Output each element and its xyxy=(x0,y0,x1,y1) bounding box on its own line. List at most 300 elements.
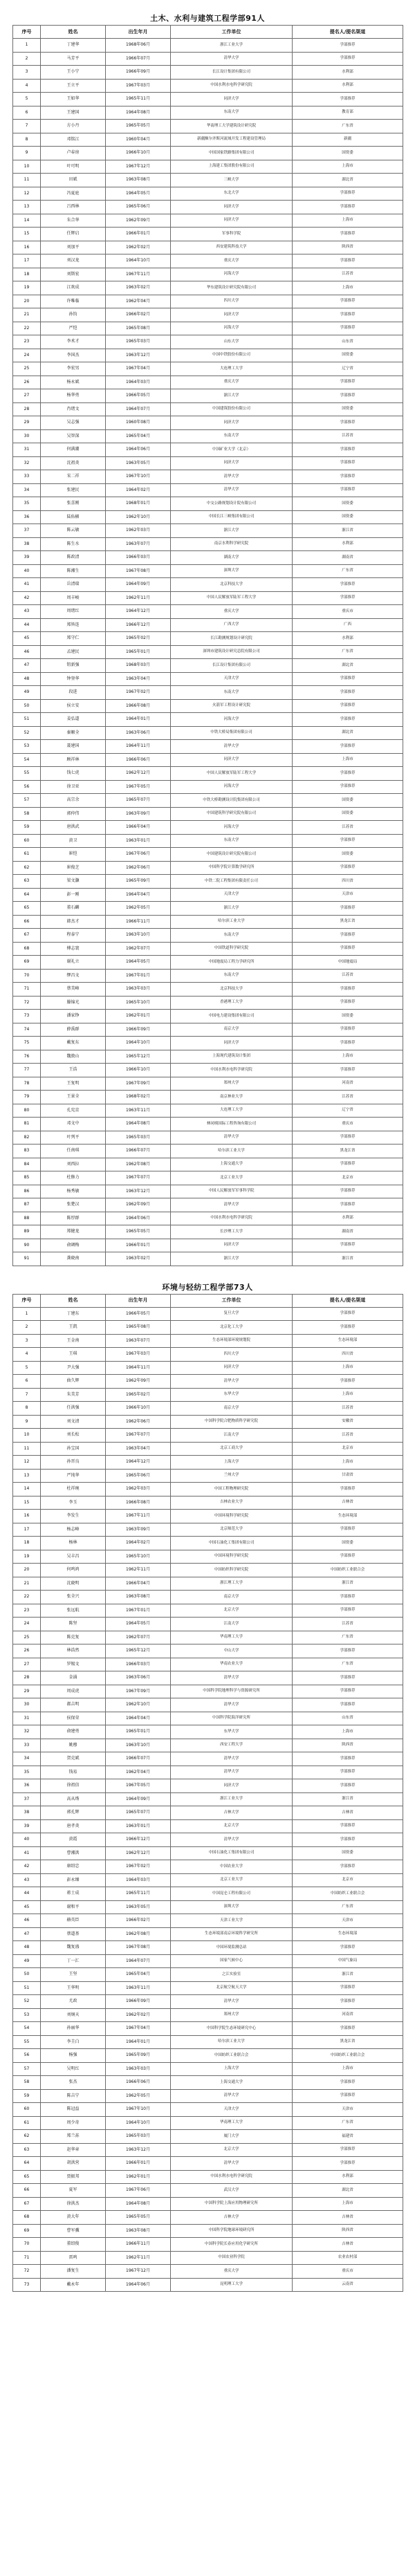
cell-nominator: 湖北省 xyxy=(293,659,403,673)
cell-index: 42 xyxy=(13,591,41,605)
cell-name: 金涌 xyxy=(41,1671,106,1685)
cell-birth: 1965年07月 xyxy=(106,794,171,808)
cell-name: 黄大年 xyxy=(41,2211,106,2225)
cell-index: 80 xyxy=(13,1104,41,1118)
cell-birth: 1964年07月 xyxy=(106,1954,171,1968)
cell-name: 彭永臻 xyxy=(41,1873,106,1887)
cell-index: 18 xyxy=(13,268,41,281)
cell-birth: 1963年02月 xyxy=(106,1252,171,1266)
nominee-table xyxy=(12,25,403,1266)
cell-index: 86 xyxy=(13,1185,41,1198)
cell-name: 聂建国 xyxy=(41,740,106,754)
cell-nominator: 学部推荐 xyxy=(293,929,403,943)
cell-birth: 1967年05月 xyxy=(106,1779,171,1793)
cell-name: 龚晓南 xyxy=(41,1252,106,1266)
cell-birth: 1963年04月 xyxy=(106,1442,171,1456)
cell-unit: 中国人民解放军陆军工程大学 xyxy=(171,591,293,605)
bottom-spacer xyxy=(12,2292,403,2297)
cell-name: 曲久辉 xyxy=(41,1375,106,1389)
cell-name: 夏军 xyxy=(41,2184,106,2198)
cell-unit: 东南大学 xyxy=(171,969,293,983)
table-row xyxy=(13,2170,403,2184)
cell-name: 王坚 xyxy=(41,1968,106,1982)
table-row xyxy=(13,983,403,997)
cell-index: 29 xyxy=(13,416,41,430)
cell-birth: 1964年10月 xyxy=(106,1037,171,1050)
table-header-row xyxy=(13,1294,403,1307)
table-row xyxy=(13,187,403,201)
cell-unit: 清华大学 xyxy=(171,470,293,484)
table-row xyxy=(13,1091,403,1104)
cell-nominator: 学部推荐 xyxy=(293,1685,403,1698)
cell-birth: 1962年12月 xyxy=(106,1846,171,1860)
cell-name: 吴明红 xyxy=(41,2062,106,2076)
cell-index: 45 xyxy=(13,1900,41,1914)
cell-nominator: 湖北省 xyxy=(293,726,403,740)
table-row xyxy=(13,2130,403,2144)
cell-birth: 1966年12月 xyxy=(106,618,171,632)
cell-birth: 1968年03月 xyxy=(106,659,171,673)
cell-index: 60 xyxy=(13,2103,41,2117)
cell-name: 陈克复 xyxy=(41,1631,106,1644)
cell-name: 郭孔辉 xyxy=(41,1806,106,1820)
cell-index: 28 xyxy=(13,402,41,416)
cell-birth: 1966年05月 xyxy=(106,1307,171,1321)
cell-nominator: 江苏省 xyxy=(293,268,403,281)
table-row xyxy=(13,1846,403,1860)
cell-birth: 1967年04月 xyxy=(106,2022,171,2036)
cell-unit: 北京工业大学 xyxy=(171,1873,293,1887)
cell-index: 28 xyxy=(13,1671,41,1685)
table-row xyxy=(13,1995,403,2009)
cell-name: 王琪 xyxy=(41,1348,106,1362)
cell-name: 高从堦 xyxy=(41,1792,106,1806)
cell-birth: 1964年01月 xyxy=(106,713,171,727)
cell-nominator: 广东省 xyxy=(293,645,403,659)
cell-unit: 北京科技大学 xyxy=(171,578,293,592)
table-row xyxy=(13,605,403,619)
cell-name: 何满潮 xyxy=(41,443,106,457)
table-row xyxy=(13,1023,403,1037)
cell-index: 48 xyxy=(13,1941,41,1955)
cell-unit: 中交公路规划设计院有限公司 xyxy=(171,497,293,511)
cell-name: 徐洪杰 xyxy=(41,2197,106,2211)
cell-birth: 1964年07月 xyxy=(106,402,171,416)
cell-index: 44 xyxy=(13,1887,41,1901)
cell-unit: 湖南大学 xyxy=(171,551,293,565)
cell-index: 65 xyxy=(13,2170,41,2184)
cell-index: 20 xyxy=(13,1564,41,1577)
cell-index: 34 xyxy=(13,483,41,497)
cell-nominator: 学部推荐 xyxy=(293,1644,403,1658)
cell-index: 62 xyxy=(13,2130,41,2144)
cell-index: 22 xyxy=(13,1591,41,1604)
cell-birth: 1966年01月 xyxy=(106,2157,171,2171)
cell-birth: 1964年02月 xyxy=(106,483,171,497)
cell-nominator: 学部推荐 xyxy=(293,93,403,106)
table-row xyxy=(13,1887,403,1901)
table-row xyxy=(13,915,403,929)
cell-birth: 1965年05月 xyxy=(106,120,171,133)
cell-birth: 1964年08月 xyxy=(106,106,171,120)
cell-birth: 1965年08月 xyxy=(106,322,171,335)
cell-unit: 中山大学 xyxy=(171,1644,293,1658)
cell-index: 51 xyxy=(13,713,41,727)
cell-nominator: 云南省 xyxy=(293,2278,403,2292)
cell-birth: 1962年04月 xyxy=(106,1766,171,1779)
cell-name: 孙钧 xyxy=(41,308,106,322)
cell-birth: 1963年07月 xyxy=(106,537,171,551)
cell-nominator: 学部推荐 xyxy=(293,1752,403,1766)
cell-nominator: 学部推荐 xyxy=(293,201,403,214)
cell-index: 44 xyxy=(13,618,41,632)
cell-index: 5 xyxy=(13,93,41,106)
cell-unit: 清华大学 xyxy=(171,1375,293,1389)
cell-unit: 中国建筑股份有限公司 xyxy=(171,402,293,416)
cell-unit: 浙江工业大学 xyxy=(171,39,293,53)
cell-index: 71 xyxy=(13,2251,41,2265)
cell-name: 刘汉龙 xyxy=(41,254,106,268)
cell-birth: 1965年09月 xyxy=(106,2049,171,2063)
cell-nominator: 国资委 xyxy=(293,349,403,362)
cell-nominator: 辽宁省 xyxy=(293,1104,403,1118)
cell-name: 刘文清 xyxy=(41,1415,106,1429)
cell-name: 刘斯宏 xyxy=(41,268,106,281)
cell-index: 13 xyxy=(13,201,41,214)
cell-name: 马芳平 xyxy=(41,52,106,66)
table-row xyxy=(13,1225,403,1239)
cell-unit: 同济大学 xyxy=(171,214,293,228)
cell-birth: 1964年05月 xyxy=(106,956,171,970)
cell-nominator: 国资委 xyxy=(293,402,403,416)
cell-name: 沈祖炎 xyxy=(41,456,106,470)
table-row xyxy=(13,1158,403,1171)
table-row xyxy=(13,848,403,862)
cell-nominator: 中国纺织工业联合会 xyxy=(293,1887,403,1901)
cell-name: 曹湘洪 xyxy=(41,1846,106,1860)
cell-index: 69 xyxy=(13,956,41,970)
cell-nominator: 江苏省 xyxy=(293,1091,403,1104)
cell-nominator: 四川省 xyxy=(293,1348,403,1362)
cell-nominator: 陕西省 xyxy=(293,2224,403,2238)
cell-unit: 北京化工大学 xyxy=(171,1321,293,1335)
cell-nominator: 学部推荐 xyxy=(293,1550,403,1564)
cell-nominator: 学部推荐 xyxy=(293,578,403,592)
section-title: 环境与轻纺工程学部73人 xyxy=(162,1282,253,1292)
cell-name: 任南琪 xyxy=(41,1145,106,1158)
cell-index: 49 xyxy=(13,1954,41,1968)
cell-unit: 中国农业大学 xyxy=(171,1860,293,1874)
cell-index: 3 xyxy=(13,66,41,80)
cell-birth: 1966年01月 xyxy=(106,228,171,241)
cell-nominator: 天津市 xyxy=(293,1914,403,1928)
cell-birth: 1963年08月 xyxy=(106,174,171,187)
cell-index: 54 xyxy=(13,753,41,767)
cell-name: 肖绪文 xyxy=(41,402,106,416)
cell-nominator: 安徽省 xyxy=(293,1415,403,1429)
table-row xyxy=(13,1550,403,1564)
cell-nominator: 陕西省 xyxy=(293,1739,403,1752)
cell-birth: 1963年03月 xyxy=(106,983,171,997)
cell-nominator: 学部推荐 xyxy=(293,308,403,322)
cell-nominator: 广东省 xyxy=(293,2116,403,2130)
cell-unit: 浙江大学 xyxy=(171,389,293,403)
cell-birth: 1965年03月 xyxy=(106,335,171,349)
cell-unit: 清华大学 xyxy=(171,1995,293,2009)
cell-nominator: 生态环境部 xyxy=(293,1510,403,1523)
cell-nominator: 上海市 xyxy=(293,1725,403,1739)
cell-index: 25 xyxy=(13,362,41,376)
cell-index: 56 xyxy=(13,2049,41,2063)
cell-name: 秦顺全 xyxy=(41,726,106,740)
cell-index: 22 xyxy=(13,322,41,335)
table-row xyxy=(13,456,403,470)
cell-name: 江欢成 xyxy=(41,281,106,295)
cell-nominator: 江苏省 xyxy=(293,1429,403,1443)
cell-unit: 国家气候中心 xyxy=(171,1954,293,1968)
cell-index: 73 xyxy=(13,2278,41,2292)
cell-index: 27 xyxy=(13,1658,41,1671)
cell-index: 39 xyxy=(13,551,41,565)
cell-nominator: 学部推荐 xyxy=(293,1483,403,1497)
cell-index: 40 xyxy=(13,564,41,578)
cell-nominator: 学部推荐 xyxy=(293,2089,403,2103)
cell-birth: 1967年06月 xyxy=(106,848,171,862)
cell-name: 康绍忠 xyxy=(41,1860,106,1874)
cell-unit: 清华大学 xyxy=(171,483,293,497)
cell-name: 董石麟 xyxy=(41,902,106,916)
cell-birth: 1966年10月 xyxy=(106,1064,171,1077)
cell-nominator: 学部推荐 xyxy=(293,1198,403,1212)
cell-nominator: 天津市 xyxy=(293,2103,403,2117)
cell-nominator: 湖北省 xyxy=(293,174,403,187)
cell-nominator: 学部推荐 xyxy=(293,983,403,997)
cell-name: 陈冠益 xyxy=(41,2103,106,2117)
table-row xyxy=(13,726,403,740)
cell-birth: 1966年06月 xyxy=(106,753,171,767)
cell-name: 刘西拉 xyxy=(41,1158,106,1171)
cell-index: 29 xyxy=(13,1685,41,1698)
cell-index: 12 xyxy=(13,1456,41,1470)
cell-index: 41 xyxy=(13,1846,41,1860)
cell-name: 卢春房 xyxy=(41,147,106,160)
cell-index: 65 xyxy=(13,902,41,916)
cell-name: 魏复盛 xyxy=(41,1941,106,1955)
cell-birth: 1965年01月 xyxy=(106,1725,171,1739)
cell-birth: 1963年10月 xyxy=(106,1739,171,1752)
table-row xyxy=(13,2157,403,2171)
cell-index: 63 xyxy=(13,2143,41,2157)
table-row xyxy=(13,254,403,268)
cell-name: 许唯临 xyxy=(41,295,106,308)
cell-name: 张喜刚 xyxy=(41,497,106,511)
cell-nominator: 学部推荐 xyxy=(293,187,403,201)
cell-unit: 中铁二院工程集团有限责任公司 xyxy=(171,875,293,889)
cell-unit: 长江设计集团有限公司 xyxy=(171,659,293,673)
cell-index: 40 xyxy=(13,1833,41,1847)
table-row xyxy=(13,1698,403,1712)
cell-unit: 中国环境科学研究院 xyxy=(171,1510,293,1523)
table-row xyxy=(13,1712,403,1725)
table-row xyxy=(13,888,403,902)
cell-name: 邓铭江 xyxy=(41,133,106,147)
cell-name: 滕锦光 xyxy=(41,996,106,1010)
table-row xyxy=(13,1941,403,1955)
cell-index: 3 xyxy=(13,1334,41,1348)
cell-unit: 中国建筑设计研究院有限公司 xyxy=(171,848,293,862)
cell-birth: 1962年06月 xyxy=(106,1415,171,1429)
cell-birth: 1965年06月 xyxy=(106,201,171,214)
cell-nominator: 学部推荐 xyxy=(293,1995,403,2009)
cell-name: 李国杰 xyxy=(41,349,106,362)
cell-birth: 1963年03月 xyxy=(106,2062,171,2076)
cell-nominator: 水利部 xyxy=(293,632,403,646)
table-row xyxy=(13,1307,403,1321)
cell-nominator: 学部推荐 xyxy=(293,1239,403,1252)
cell-index: 32 xyxy=(13,1725,41,1739)
cell-birth: 1966年04月 xyxy=(106,1577,171,1591)
cell-unit: 重庆大学 xyxy=(171,376,293,389)
cell-nominator: 重庆市 xyxy=(293,1118,403,1131)
cell-nominator: 学部推荐 xyxy=(293,996,403,1010)
cell-index: 8 xyxy=(13,1402,41,1416)
cell-unit: 吉林大学 xyxy=(171,2211,293,2225)
cell-birth: 1966年03月 xyxy=(106,551,171,565)
cell-unit: 中国科学院生态环境研究中心 xyxy=(171,2022,293,2036)
table-row xyxy=(13,2076,403,2090)
table-row xyxy=(13,2143,403,2157)
cell-birth: 1965年01月 xyxy=(106,645,171,659)
cell-nominator: 学部推荐 xyxy=(293,1819,403,1833)
cell-unit: 南京林业大学 xyxy=(171,1091,293,1104)
cell-unit: 大连理工大学 xyxy=(171,1104,293,1118)
cell-name: 赫英臣 xyxy=(41,1914,106,1928)
cell-unit: 天津工业大学 xyxy=(171,1914,293,1928)
cell-index: 4 xyxy=(13,79,41,93)
cell-name: 林浩然 xyxy=(41,1644,106,1658)
cell-index: 24 xyxy=(13,349,41,362)
cell-unit: 同济大学 xyxy=(171,1361,293,1375)
cell-unit: 浙江工业大学 xyxy=(171,1792,293,1806)
cell-unit: 东南大学 xyxy=(171,834,293,848)
table-row xyxy=(13,942,403,956)
cell-index: 31 xyxy=(13,1712,41,1725)
cell-birth: 1962年02月 xyxy=(106,241,171,254)
cell-name: 张全兴 xyxy=(41,1591,106,1604)
cell-nominator: 学部推荐 xyxy=(293,1185,403,1198)
cell-unit: 同济大学 xyxy=(171,1239,293,1252)
cell-index: 84 xyxy=(13,1158,41,1171)
cell-nominator: 江苏省 xyxy=(293,1618,403,1631)
cell-birth: 1966年07月 xyxy=(106,52,171,66)
cell-name: 潘家铮 xyxy=(41,1010,106,1023)
cell-name: 蔡美峰 xyxy=(41,983,106,997)
cell-unit: 南京大学 xyxy=(171,1023,293,1037)
cell-name: 周少奇 xyxy=(41,2116,106,2130)
cell-nominator: 水利部 xyxy=(293,79,403,93)
cell-birth: 1962年09月 xyxy=(106,1198,171,1212)
cell-nominator: 重庆市 xyxy=(293,605,403,619)
cell-name: 陈吉宁 xyxy=(41,2089,106,2103)
cell-index: 33 xyxy=(13,470,41,484)
cell-birth: 1964年06月 xyxy=(106,1212,171,1225)
cell-birth: 1962年07月 xyxy=(106,942,171,956)
table-row xyxy=(13,429,403,443)
cell-index: 45 xyxy=(13,632,41,646)
cell-unit: 重庆大学 xyxy=(171,605,293,619)
table-row xyxy=(13,1469,403,1483)
cell-unit: 清华大学 xyxy=(171,740,293,754)
table-row xyxy=(13,1375,403,1389)
cell-name: 李术才 xyxy=(41,335,106,349)
cell-name: 赵华章 xyxy=(41,2143,106,2157)
cell-unit: 重庆大学 xyxy=(171,254,293,268)
table-row xyxy=(13,861,403,875)
cell-name: 谢礼立 xyxy=(41,956,106,970)
table-row xyxy=(13,1766,403,1779)
cell-name: 郭仲伟 xyxy=(41,807,106,821)
cell-name: 朱美芳 xyxy=(41,1388,106,1402)
cell-index: 18 xyxy=(13,1537,41,1550)
cell-unit: 中国科学院合肥物质科学研究院 xyxy=(171,1415,293,1429)
cell-nominator: 江苏省 xyxy=(293,1402,403,1416)
table-row xyxy=(13,902,403,916)
table-row xyxy=(13,1685,403,1698)
cell-birth: 1967年11月 xyxy=(106,1510,171,1523)
cell-birth: 1962年02月 xyxy=(106,2008,171,2022)
cell-index: 21 xyxy=(13,1577,41,1591)
table-row xyxy=(13,1118,403,1131)
cell-nominator: 学部推荐 xyxy=(293,2143,403,2157)
table-row xyxy=(13,416,403,430)
cell-index: 63 xyxy=(13,875,41,889)
cell-birth: 1967年09月 xyxy=(106,1685,171,1698)
table-row xyxy=(13,1388,403,1402)
cell-index: 23 xyxy=(13,1604,41,1618)
cell-birth: 1967年12月 xyxy=(106,2265,171,2279)
cell-name: 朱合华 xyxy=(41,214,106,228)
cell-nominator: 天津市 xyxy=(293,888,403,902)
cell-unit: 中国科学院地理科学与资源研究所 xyxy=(171,1685,293,1698)
cell-unit: 东华大学 xyxy=(171,1388,293,1402)
cell-name: 俞建勇 xyxy=(41,1725,106,1739)
table-row xyxy=(13,1145,403,1158)
cell-birth: 1966年09月 xyxy=(106,1995,171,2009)
cell-name: 尹大强 xyxy=(41,1361,106,1375)
cell-unit: 林同棪国际工程咨询有限公司 xyxy=(171,1118,293,1131)
cell-name: 丁建东 xyxy=(41,1307,106,1321)
cell-unit: 中国铁道科学研究院 xyxy=(171,942,293,956)
cell-name: 程泰宁 xyxy=(41,929,106,943)
cell-unit: 武汉大学 xyxy=(171,2184,293,2198)
cell-nominator: 国资委 xyxy=(293,147,403,160)
table-row xyxy=(13,2224,403,2238)
cell-nominator: 学部推荐 xyxy=(293,1779,403,1793)
table-row xyxy=(13,1064,403,1077)
cell-unit: 天津大学 xyxy=(171,672,293,686)
cell-nominator: 广东省 xyxy=(293,1631,403,1644)
cell-nominator: 上海市 xyxy=(293,281,403,295)
nominee-table xyxy=(12,1294,403,2292)
sections-container xyxy=(12,12,403,2292)
cell-index: 60 xyxy=(13,834,41,848)
cell-unit: 天津大学 xyxy=(171,888,293,902)
cell-birth: 1964年08月 xyxy=(106,2197,171,2211)
cell-name: 刘长松 xyxy=(41,1429,106,1443)
cell-name: 王小宁 xyxy=(41,66,106,80)
cell-unit: 东南大学 xyxy=(171,106,293,120)
cell-nominator: 湖北省 xyxy=(293,2184,403,2198)
